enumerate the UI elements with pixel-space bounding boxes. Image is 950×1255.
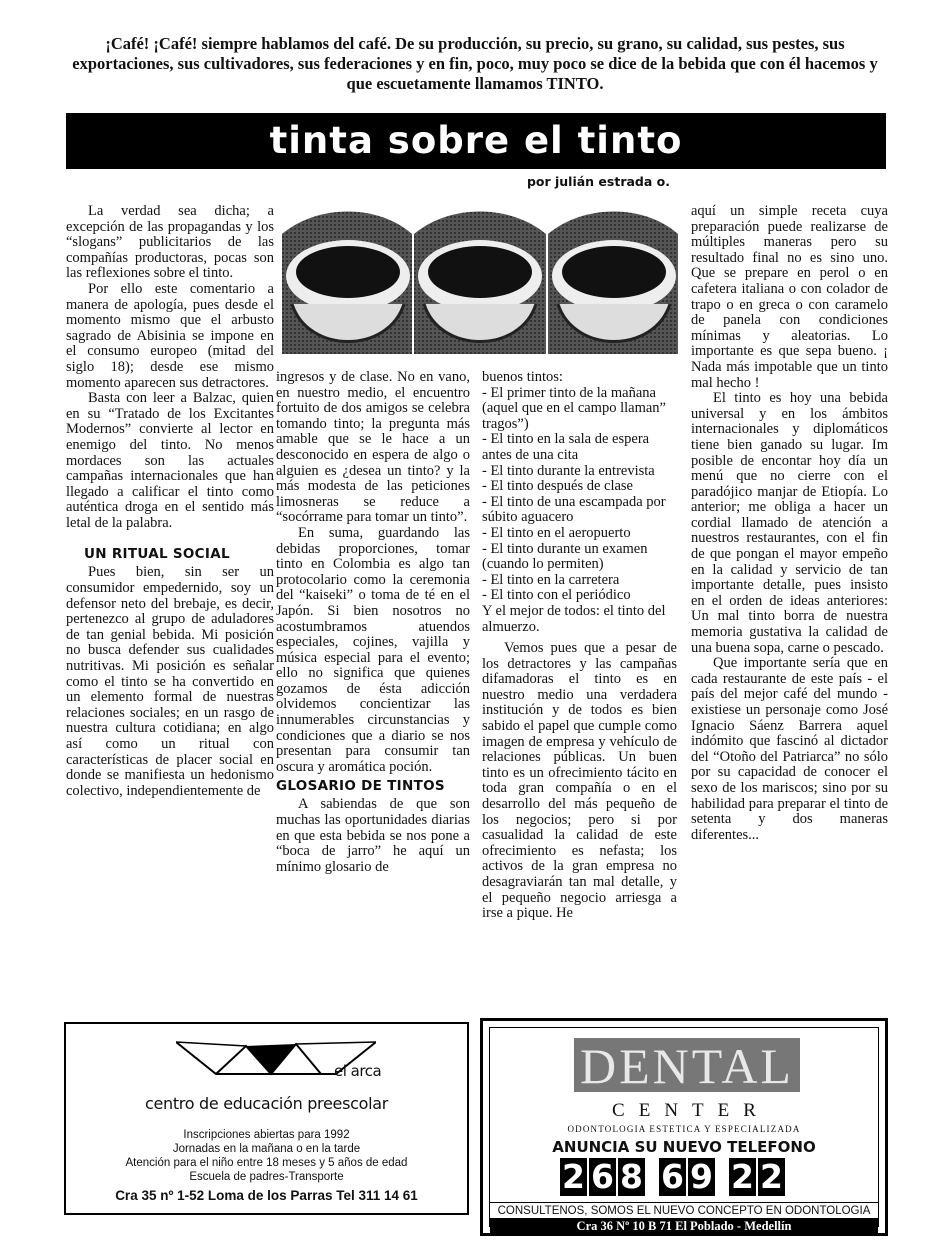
ad-el-arca xyxy=(64,1022,469,1215)
ad-tagline: centro de educación preescolar xyxy=(144,1094,389,1113)
ad-info-line: Escuela de padres-Transporte xyxy=(189,1171,344,1183)
column-4 xyxy=(691,204,888,843)
list-item: Y el mejor de todos: el tinto del almuerzo. xyxy=(482,602,666,635)
phone-digit: 6 xyxy=(589,1158,616,1196)
announce-text: ANUNCIA SU NUEVO TELEFONO xyxy=(552,1138,816,1156)
list-item: - El tinto de una escampada por súbito aguacero xyxy=(482,493,666,526)
list-item: - El tinto durante un examen (cuando lo permiten) xyxy=(482,540,648,573)
intro-paragraph: ¡Café! ¡Café! siempre hablamos del café. De su producción, su precio, su grano, su calidad, sus pestes, sus exportaciones, sus cultivadores, sus federaciones y en fin, poco, muy poco se dice de la bebida que con él hacemos y que escuetamente llamamos TINTO. xyxy=(72,34,878,93)
paragraph: La verdad sea dicha; a excepción de las propagandas y los “slogans” publicitarios de las compañías productoras, pocas son las reflexiones sobre el tinto. xyxy=(66,203,274,282)
ad-dental-center xyxy=(480,1018,888,1236)
phone-digit: 6 xyxy=(659,1158,686,1196)
paragraph: ingresos y de clase. No en vano, en nuestro medio, el encuentro fortuito de dos amigos se celebra tomando tinto; la pregunta más amable que se le hace a un desconocido en espera de algo o alguien es ¿desea un tinto? y la más modesta de las peticiones limosneras se reduce a “socórrame para tomar un tinto”. xyxy=(276,369,470,526)
dental-address: Cra 36 Nº 10 B 71 El Poblado - Medellín xyxy=(490,1218,878,1234)
list-lead: buenos tintos: xyxy=(482,369,563,385)
section-heading-glosario: GLOSARIO DE TINTOS xyxy=(276,778,445,795)
coffee-cup-right xyxy=(548,212,678,355)
paragraph: El tinto es hoy una bebida universal y en los ámbitos internacionales y diplomáticos tiene bien ganado su lugar. Im posible de encontar hoy día un menú que no cierre con el paradójico manjar de Etiopía. Lo anterior; me obliga a hacer un cordial llamado de atención a nuestros restaurantes, con el fin de que pongan el mayor empeño en la calidad y servicio de tan importante detalle, pues insisto en el orden de ideas anteriores: Un mal tinto borra de nuestra memoria gustativa la calidad de una buena sopa, carne o pescado. xyxy=(691,390,888,656)
ad-info-line: Inscripciones abiertas para 1992 xyxy=(183,1129,350,1141)
phone-digit: 2 xyxy=(758,1158,785,1196)
consult-text: CONSULTENOS, SOMOS EL NUEVO CONCEPTO EN ODONTOLOGIA xyxy=(490,1202,878,1217)
ad-info-line: Atención para el niño entre 18 meses y 5 años de edad xyxy=(125,1157,408,1169)
paragraph: A sabiendas de que son muchas las oportunidades diarias en que esta bebida se nos pone a “boca de jarro” he aquí un mínimo glosario de xyxy=(276,796,470,875)
phone-digit: 9 xyxy=(688,1158,715,1196)
dental-logo-text: DENTAL xyxy=(574,1038,800,1092)
paragraph: aquí un simple receta cuya preparación puede realizarse de múltiples maneras pero su resultado final no es sino uno. Que se prepare en perol o en cafetera italiana o con colador de trapo o en greca o con caramelo de panela con condiciones mínimas y aleatorias. Lo importante es que sepa bueno. ¡ Nada más impotable que un tinto mal hecho ! xyxy=(691,203,888,391)
phone-group xyxy=(729,1158,785,1198)
specialty-text: ODONTOLOGIA ESTETICA Y ESPECIALIZADA xyxy=(567,1124,801,1134)
list-item: - El tinto después de clase xyxy=(482,478,633,495)
list-item: - El tinto en la sala de espera antes de una cita xyxy=(482,431,650,463)
paragraph: En suma, guardando las debidas proporciones, tomar tinto en Colombia es algo tan protocolario como la ceremonia del “kaiseki” o toma de té en el Japón. Si bien nosotros no acostumbramos atuendos especiales, cojines, vajilla y música especial para el evento; ello no significa que quienes gozamos de ésta adicción olvidemos concientizar las innumerables circunstancias y condiciones que a diario se nos presentan para consumir tan oscura y aromática poción. xyxy=(276,524,470,775)
article-title: tinta sobre el tinto xyxy=(66,113,886,169)
coffee-cup-left xyxy=(282,212,412,355)
ad-info xyxy=(66,1128,467,1184)
paragraph: Vemos pues que a pesar de los detractores y las campañas difamadoras el tinto es en nuestro medio una verdadera institución y de todos es bien sabido el papel que cumple como imagen de empresa y vehículo de relaciones públicas. Un buen tinto es un ofrecimiento tácito en toda gran compañía o en el desarrollo del más pequeño de los negocios; pero si por casualidad la calidad de este ofrecimiento es nefasta; los activos de la gran empresa no desagraviarán tan mal detalle, y el pequeño negocio arriesga a irse a pique. He xyxy=(482,640,677,922)
phone-group xyxy=(659,1158,715,1198)
phone-number xyxy=(560,1158,785,1198)
column-3 xyxy=(482,370,677,922)
coffee-cups-photo xyxy=(278,204,682,364)
list-item: - El primer tinto de la mañana (aquel que en el campo llaman” tragos”) xyxy=(482,384,666,432)
list-item: - El tinto en la carretera xyxy=(482,571,620,588)
section-heading-ritual: UN RITUAL SOCIAL xyxy=(84,546,230,563)
list-item: - El tinto durante la entrevista xyxy=(482,462,655,479)
paragraph: Basta con leer a Balzac, quien en su “Tratado de los Excitantes Modernos” convierte al lector en enemigo del tinto. No menos mordaces son las actuales campañas internacionales que han llegado a calificar el tinto como auténtica droga en el sentido más letal de la palabra. xyxy=(66,390,274,531)
center-text: CENTER xyxy=(612,1100,770,1121)
column-1 xyxy=(66,204,274,799)
phone-digit: 2 xyxy=(729,1158,756,1196)
column-2 xyxy=(276,370,470,875)
paragraph: Pues bien, sin ser un consumidor empedernido, soy un defensor neto del brebaje, es decir, pertenezco al grupo de aduladores de tan genial bebida. Mi posición no busca defender sus cualidades nutritivas. Mi posición es señalar como el tinto se ha convertido en un elemento formal de nuestras relaciones sociales; en un rasgo de nuestra cultura cotidiana; en algo así como un ritual con características de placer social en donde se manifiesta un hedonismo colectivo, independientemente de xyxy=(66,564,274,799)
phone-digit: 2 xyxy=(560,1158,587,1196)
paragraph: Por ello este comentario a manera de apología, pues desde el momento mismo que el arbusto sagrado de Abisinia se impone en el consumo europeo (mitad del siglo 18); desde ese mismo momento aparecen sus detractores. xyxy=(66,280,274,391)
ad-address: Cra 35 nº 1-52 Loma de los Parras Tel 311 14 61 xyxy=(115,1188,418,1203)
ad-brand-name: el arca xyxy=(334,1062,382,1080)
list-item: - El tinto con el periódico xyxy=(482,587,631,604)
list-item: - El tinto en el aeropuerto xyxy=(482,524,631,541)
phone-digit: 8 xyxy=(618,1158,645,1196)
paragraph: Que importante sería que en cada restaurante de este país - el país del mejor café del mundo - existiese un personaje como José Ignacio Sáenz Barrera aquel indómito que fascinó al dictador del “Otoño del Patriarca” no sólo por su capacidad de conocer el sexo de los mariscos; sino por su habilidad para preparar el tinto de setenta y dos maneras diferentes... xyxy=(691,655,888,843)
ad-info-line: Jornadas en la mañana o en la tarde xyxy=(172,1143,361,1155)
coffee-cup-center xyxy=(414,212,546,355)
phone-group xyxy=(560,1158,645,1198)
byline: por julián estrada o. xyxy=(526,174,670,189)
ad-inner-frame xyxy=(489,1027,879,1233)
